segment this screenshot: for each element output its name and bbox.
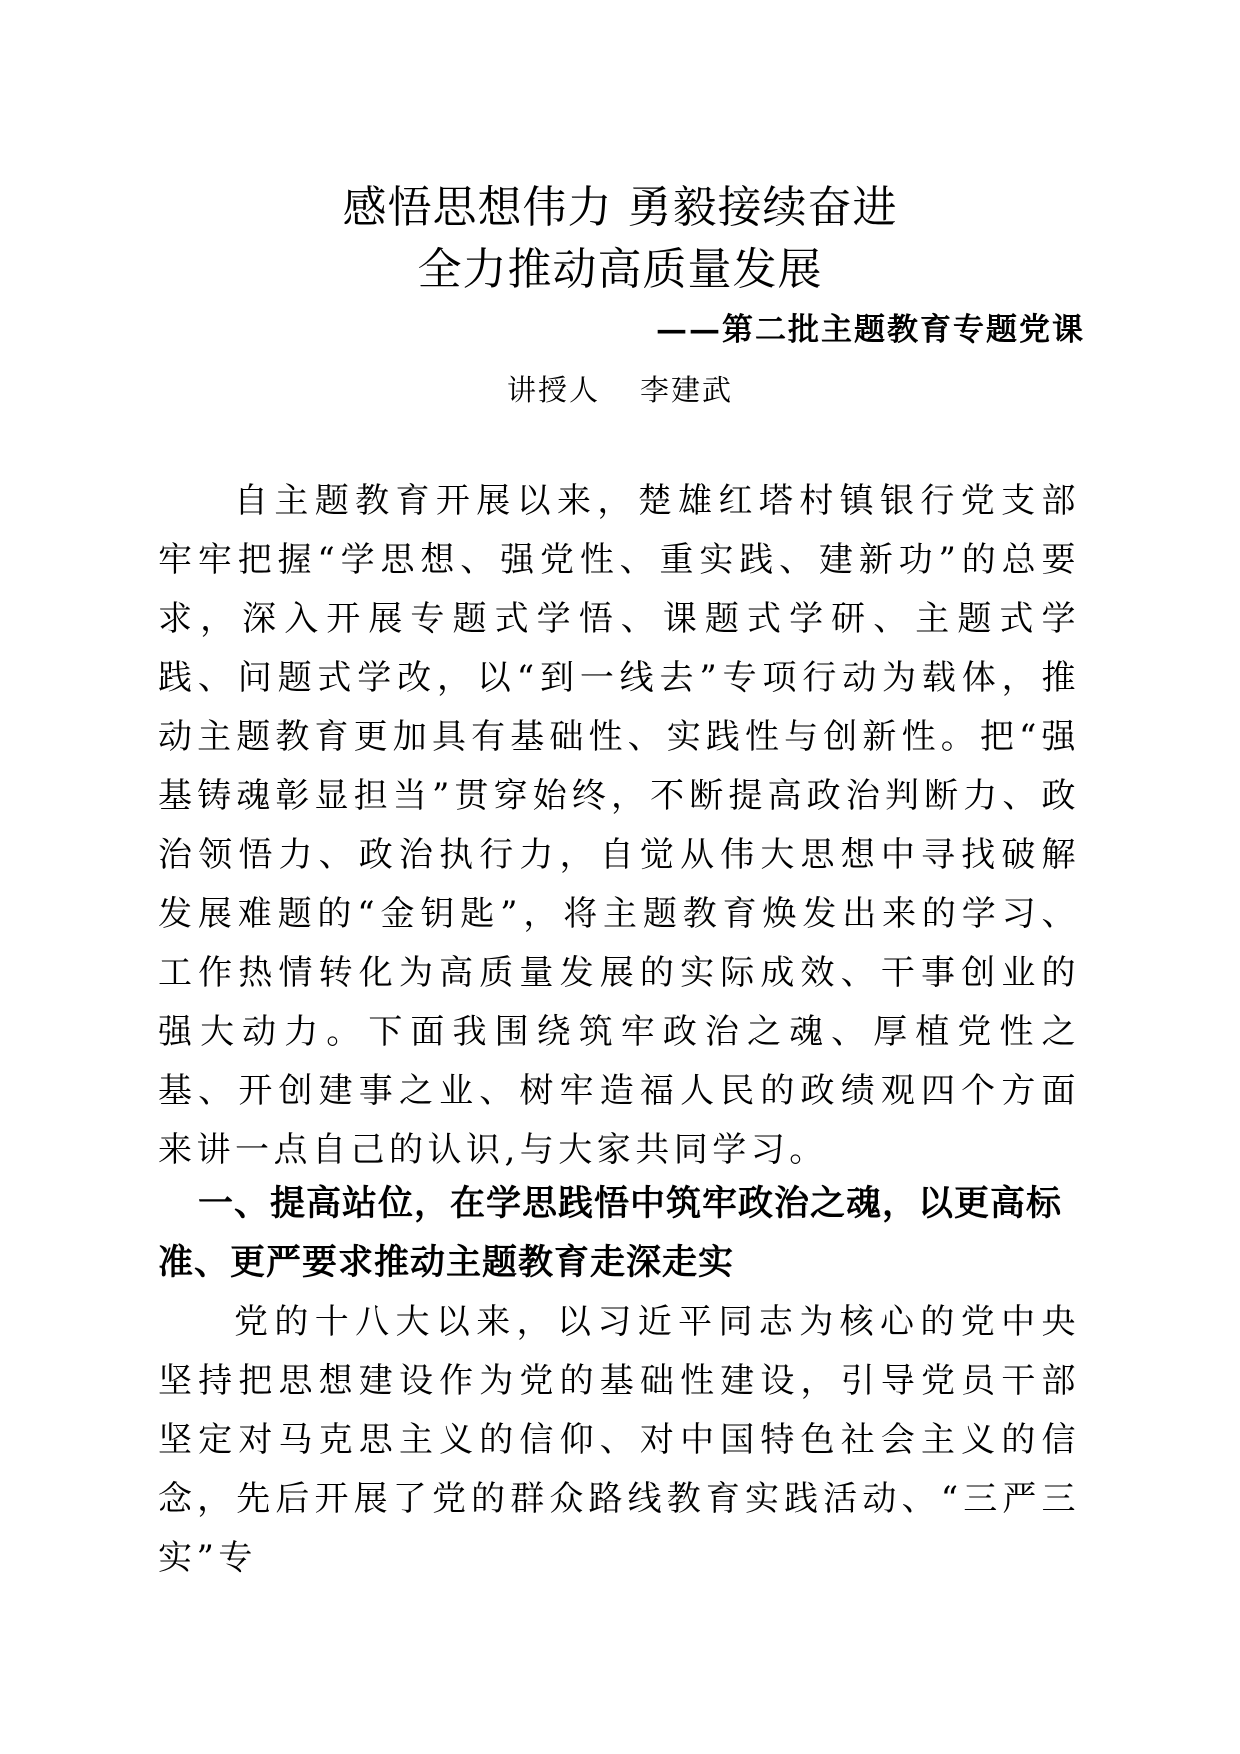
section-heading-1: 一、提高站位，在学思践悟中筑牢政治之魂，以更高标准、更严要求推动主题教育走深走实 <box>158 1184 1063 1283</box>
author-label: 讲授人 <box>506 373 600 407</box>
document-subtitle: ——第二批主题教育专题党课 <box>656 312 1085 348</box>
intro-paragraph: 自主题教育开展以来，楚雄红塔村镇银行党支部牢牢把握“学思想、强党性、重实践、建新功”的总要求，深入开展专题式学悟、课题式学研、主题式学践、问题式学改，以“到一线去”专项行动为载体，推动主题教育更加具有基础性、实践性与创新性。把“强基铸魂彰显担当”贯穿始终，不断提高政治判断力、政治领悟力、政治执行力，自觉从伟大思想中寻找破解发展难题的“金钥匙”，将主题教育焕发出来的学习、工作热情转化为高质量发展的实际成效、干事创业的强大动力。下面我围绕筑牢政治之魂、厚植党性之基、开创建事之业、树牢造福人民的政绩观四个方面来讲一点自己的认识,与大家共同学习。 <box>158 481 1080 1170</box>
section1-paragraph: 党的十八大以来，以习近平同志为核心的党中央坚持把思想建设作为党的基础性建设，引导党员干部坚定对马克思主义的信仰、对中国特色社会主义的信念，先后开展了党的群众路线教育实践活动、“三严三实”专 <box>158 1302 1080 1578</box>
author-name: 李建武 <box>640 373 734 407</box>
document-title-line1: 感悟思想伟力 勇毅接续奋进 <box>342 182 898 233</box>
document-title-line2: 全力推动高质量发展 <box>417 244 823 295</box>
author-line <box>0 365 1240 415</box>
